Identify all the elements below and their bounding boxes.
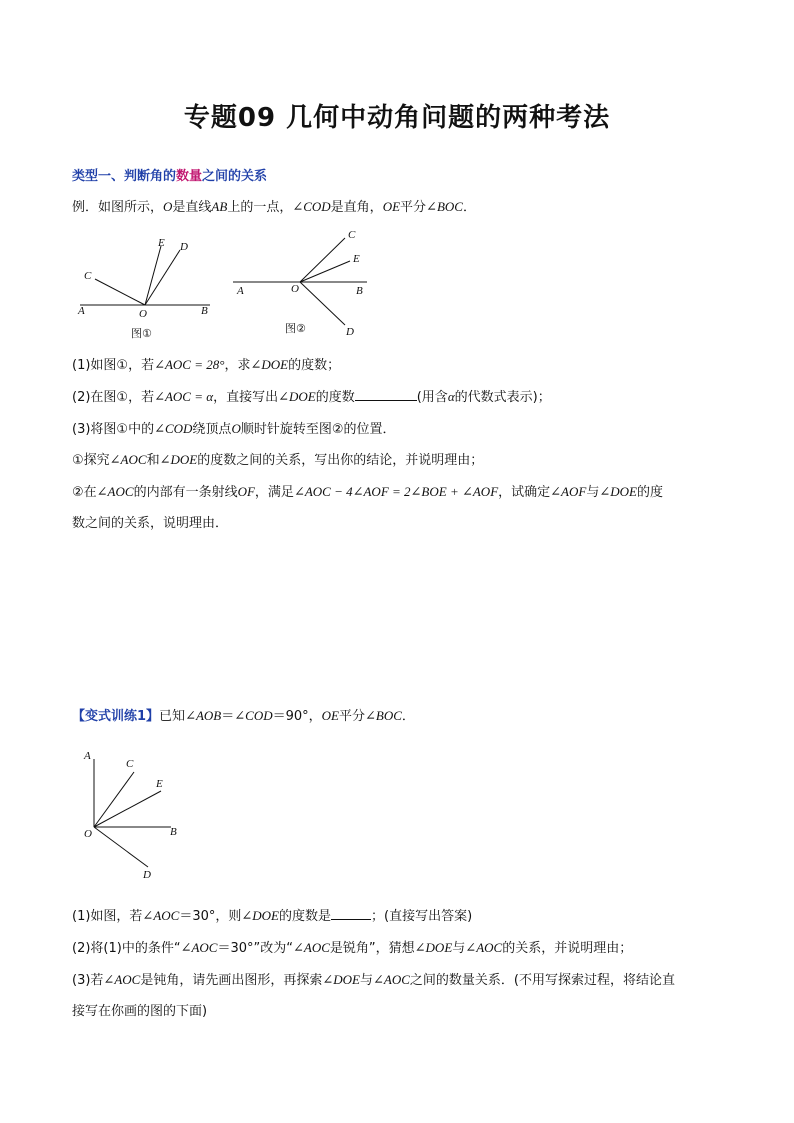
text: 已知 <box>159 709 186 724</box>
label-B: B <box>201 305 208 317</box>
question-2 <box>72 388 551 407</box>
variant-question-2 <box>72 939 632 958</box>
example-statement <box>72 198 476 217</box>
text: 之间的数量关系．(不用写探索过程，将结论直 <box>409 973 675 988</box>
figure-1 <box>70 232 220 344</box>
math-alpha: α <box>447 389 455 404</box>
text: 与 <box>586 485 600 500</box>
label-O: O <box>291 283 299 295</box>
label-E: E <box>156 778 163 790</box>
text: ；(直接写出答案) <box>371 909 473 924</box>
variant-badge: 【变式训练1】 <box>72 709 160 724</box>
label-E: E <box>158 237 165 249</box>
math-angle-BOC: ∠BOC <box>365 708 402 723</box>
variant-question-3 <box>72 971 675 990</box>
math-OE: OE <box>382 199 401 214</box>
text: (2)在图①，若 <box>72 390 155 405</box>
ray-OE <box>145 246 161 305</box>
math-angle-BOC: ∠BOC <box>426 199 463 214</box>
example-lead: 例．如图所示， <box>72 200 164 215</box>
math-angle-AOC: ∠AOC <box>96 484 134 499</box>
text: 上的一点， <box>227 200 293 215</box>
math-O: O <box>231 421 241 436</box>
section-heading <box>72 165 267 184</box>
text: ②在 <box>72 485 97 500</box>
ray-OD <box>300 282 345 325</box>
ray-OE <box>94 791 161 827</box>
label-C: C <box>348 229 356 241</box>
label-B: B <box>356 285 363 297</box>
text: (3)将图①中的 <box>72 422 155 437</box>
ray-OD <box>94 827 148 867</box>
math-angle-DOE: ∠DOE <box>250 357 289 372</box>
text: 平分 <box>338 709 365 724</box>
figure-2-caption: 图② <box>285 322 306 335</box>
math-angle-DOE: ∠DOE <box>278 389 316 404</box>
math-angle-AOC: ∠AOC <box>372 972 410 987</box>
question-3-part-2 <box>72 483 663 502</box>
question-3-part-2-cont: 数之间的关系，说明理由． <box>72 516 229 531</box>
math-angle-AOC: ∠AOC <box>465 940 503 955</box>
text: ，满足 <box>254 485 294 500</box>
math-expression: ∠AOC = α <box>154 389 214 404</box>
text: (3)若 <box>72 973 104 988</box>
label-A: A <box>237 285 244 297</box>
text: 和 <box>146 453 160 468</box>
math-angle-DOE: ∠DOE <box>159 452 198 467</box>
math-angle-DOE: ∠DOE <box>322 972 360 987</box>
figure-2 <box>228 226 378 342</box>
text: (2)将(1)中的条件“ <box>72 941 181 956</box>
variant-question-3-cont: 接写在你画的图的下面) <box>72 1004 208 1019</box>
text: ①探究 <box>72 453 110 468</box>
ray-OC <box>94 772 134 827</box>
label-C: C <box>84 270 92 282</box>
ray-OC <box>95 279 145 305</box>
math-angle-AOB: ∠AOB <box>185 708 222 723</box>
label-C: C <box>126 758 134 770</box>
text: 的关系，并说明理由； <box>502 941 633 956</box>
section-highlight: 数量 <box>176 169 203 184</box>
text: 的内部有一条射线 <box>133 485 238 500</box>
answer-blank[interactable] <box>355 388 417 401</box>
text: 的度 <box>636 485 663 500</box>
math-angle-AOC: ∠AOC <box>109 452 147 467</box>
math-angle-DOE: ∠DOE <box>599 484 637 499</box>
math-angle-DOE: ∠DOE <box>414 940 453 955</box>
math-angle-AOC: ∠AOC <box>180 940 218 955</box>
math-equation: ∠AOC − 4∠AOF = 2∠BOE + ∠AOF <box>293 484 499 499</box>
ray-OC <box>300 238 345 282</box>
text: 是直角， <box>330 200 383 215</box>
text: 的度数之间的关系，写出你的结论，并说明理由； <box>197 453 484 468</box>
math-expression: ∠AOC = 28° <box>154 357 225 372</box>
label-B: B <box>170 826 177 838</box>
text: (1)如图①，若 <box>72 358 155 373</box>
text: 的度数是 <box>279 909 332 924</box>
math-angle-AOC: ∠AOC <box>103 972 141 987</box>
text: 是锐角”，猜想 <box>329 941 415 956</box>
math-OF: OF <box>237 484 255 499</box>
question-1 <box>72 356 340 375</box>
text: 是钝角，请先画出图形，再探索 <box>140 973 323 988</box>
text: 绕顶点 <box>192 422 232 437</box>
ray-OE <box>300 261 350 282</box>
text: 与 <box>359 973 373 988</box>
figure-3 <box>76 745 196 885</box>
label-O: O <box>139 308 147 320</box>
text: 是直线 <box>172 200 212 215</box>
text: ＝ <box>221 709 235 724</box>
math-angle-COD: ∠COD <box>292 199 331 214</box>
section-suffix: 之间的关系 <box>202 169 268 184</box>
text: 与 <box>452 941 466 956</box>
text: (用含 <box>416 390 448 405</box>
variant-statement <box>72 707 415 726</box>
page-title: 专题09 几何中动角问题的两种考法 <box>183 103 611 133</box>
text: (1)如图，若 <box>72 909 143 924</box>
text: ，求 <box>224 358 251 373</box>
answer-blank[interactable] <box>331 907 371 920</box>
text: ． <box>401 709 415 724</box>
label-O: O <box>84 828 92 840</box>
math-O: O <box>163 199 173 214</box>
text: ，直接写出 <box>213 390 279 405</box>
label-E: E <box>353 253 360 265</box>
text: 的度数 <box>315 390 355 405</box>
text: 的度数； <box>288 358 341 373</box>
figure-1-caption: 图① <box>131 327 152 340</box>
text: ． <box>462 200 476 215</box>
math-angle-AOC: ∠AOC <box>142 908 180 923</box>
text: ＝30°”改为“ <box>217 941 293 956</box>
text: 顺时针旋转至图②的位置． <box>240 422 396 437</box>
math-angle-AOF: ∠AOF <box>550 484 587 499</box>
text: ，试确定 <box>498 485 551 500</box>
text: ＝30°，则 <box>179 909 242 924</box>
text: 的代数式表示)； <box>454 390 551 405</box>
math-AB: AB <box>211 199 228 214</box>
text: 平分 <box>400 200 427 215</box>
question-3 <box>72 420 395 439</box>
math-OE: OE <box>321 708 339 723</box>
question-3-part-1 <box>72 451 483 470</box>
section-prefix: 类型一、判断角的 <box>72 169 177 184</box>
math-angle-DOE: ∠DOE <box>241 908 279 923</box>
label-D: D <box>143 869 151 881</box>
math-angle-AOC: ∠AOC <box>293 940 330 955</box>
ray-OD <box>145 250 180 305</box>
label-A: A <box>78 305 85 317</box>
math-angle-COD: ∠COD <box>234 708 273 723</box>
label-A: A <box>84 750 91 762</box>
text: ＝90°， <box>272 709 322 724</box>
label-D: D <box>346 326 354 338</box>
variant-question-1 <box>72 907 472 926</box>
label-D: D <box>180 241 188 253</box>
math-angle-COD: ∠COD <box>154 421 193 436</box>
